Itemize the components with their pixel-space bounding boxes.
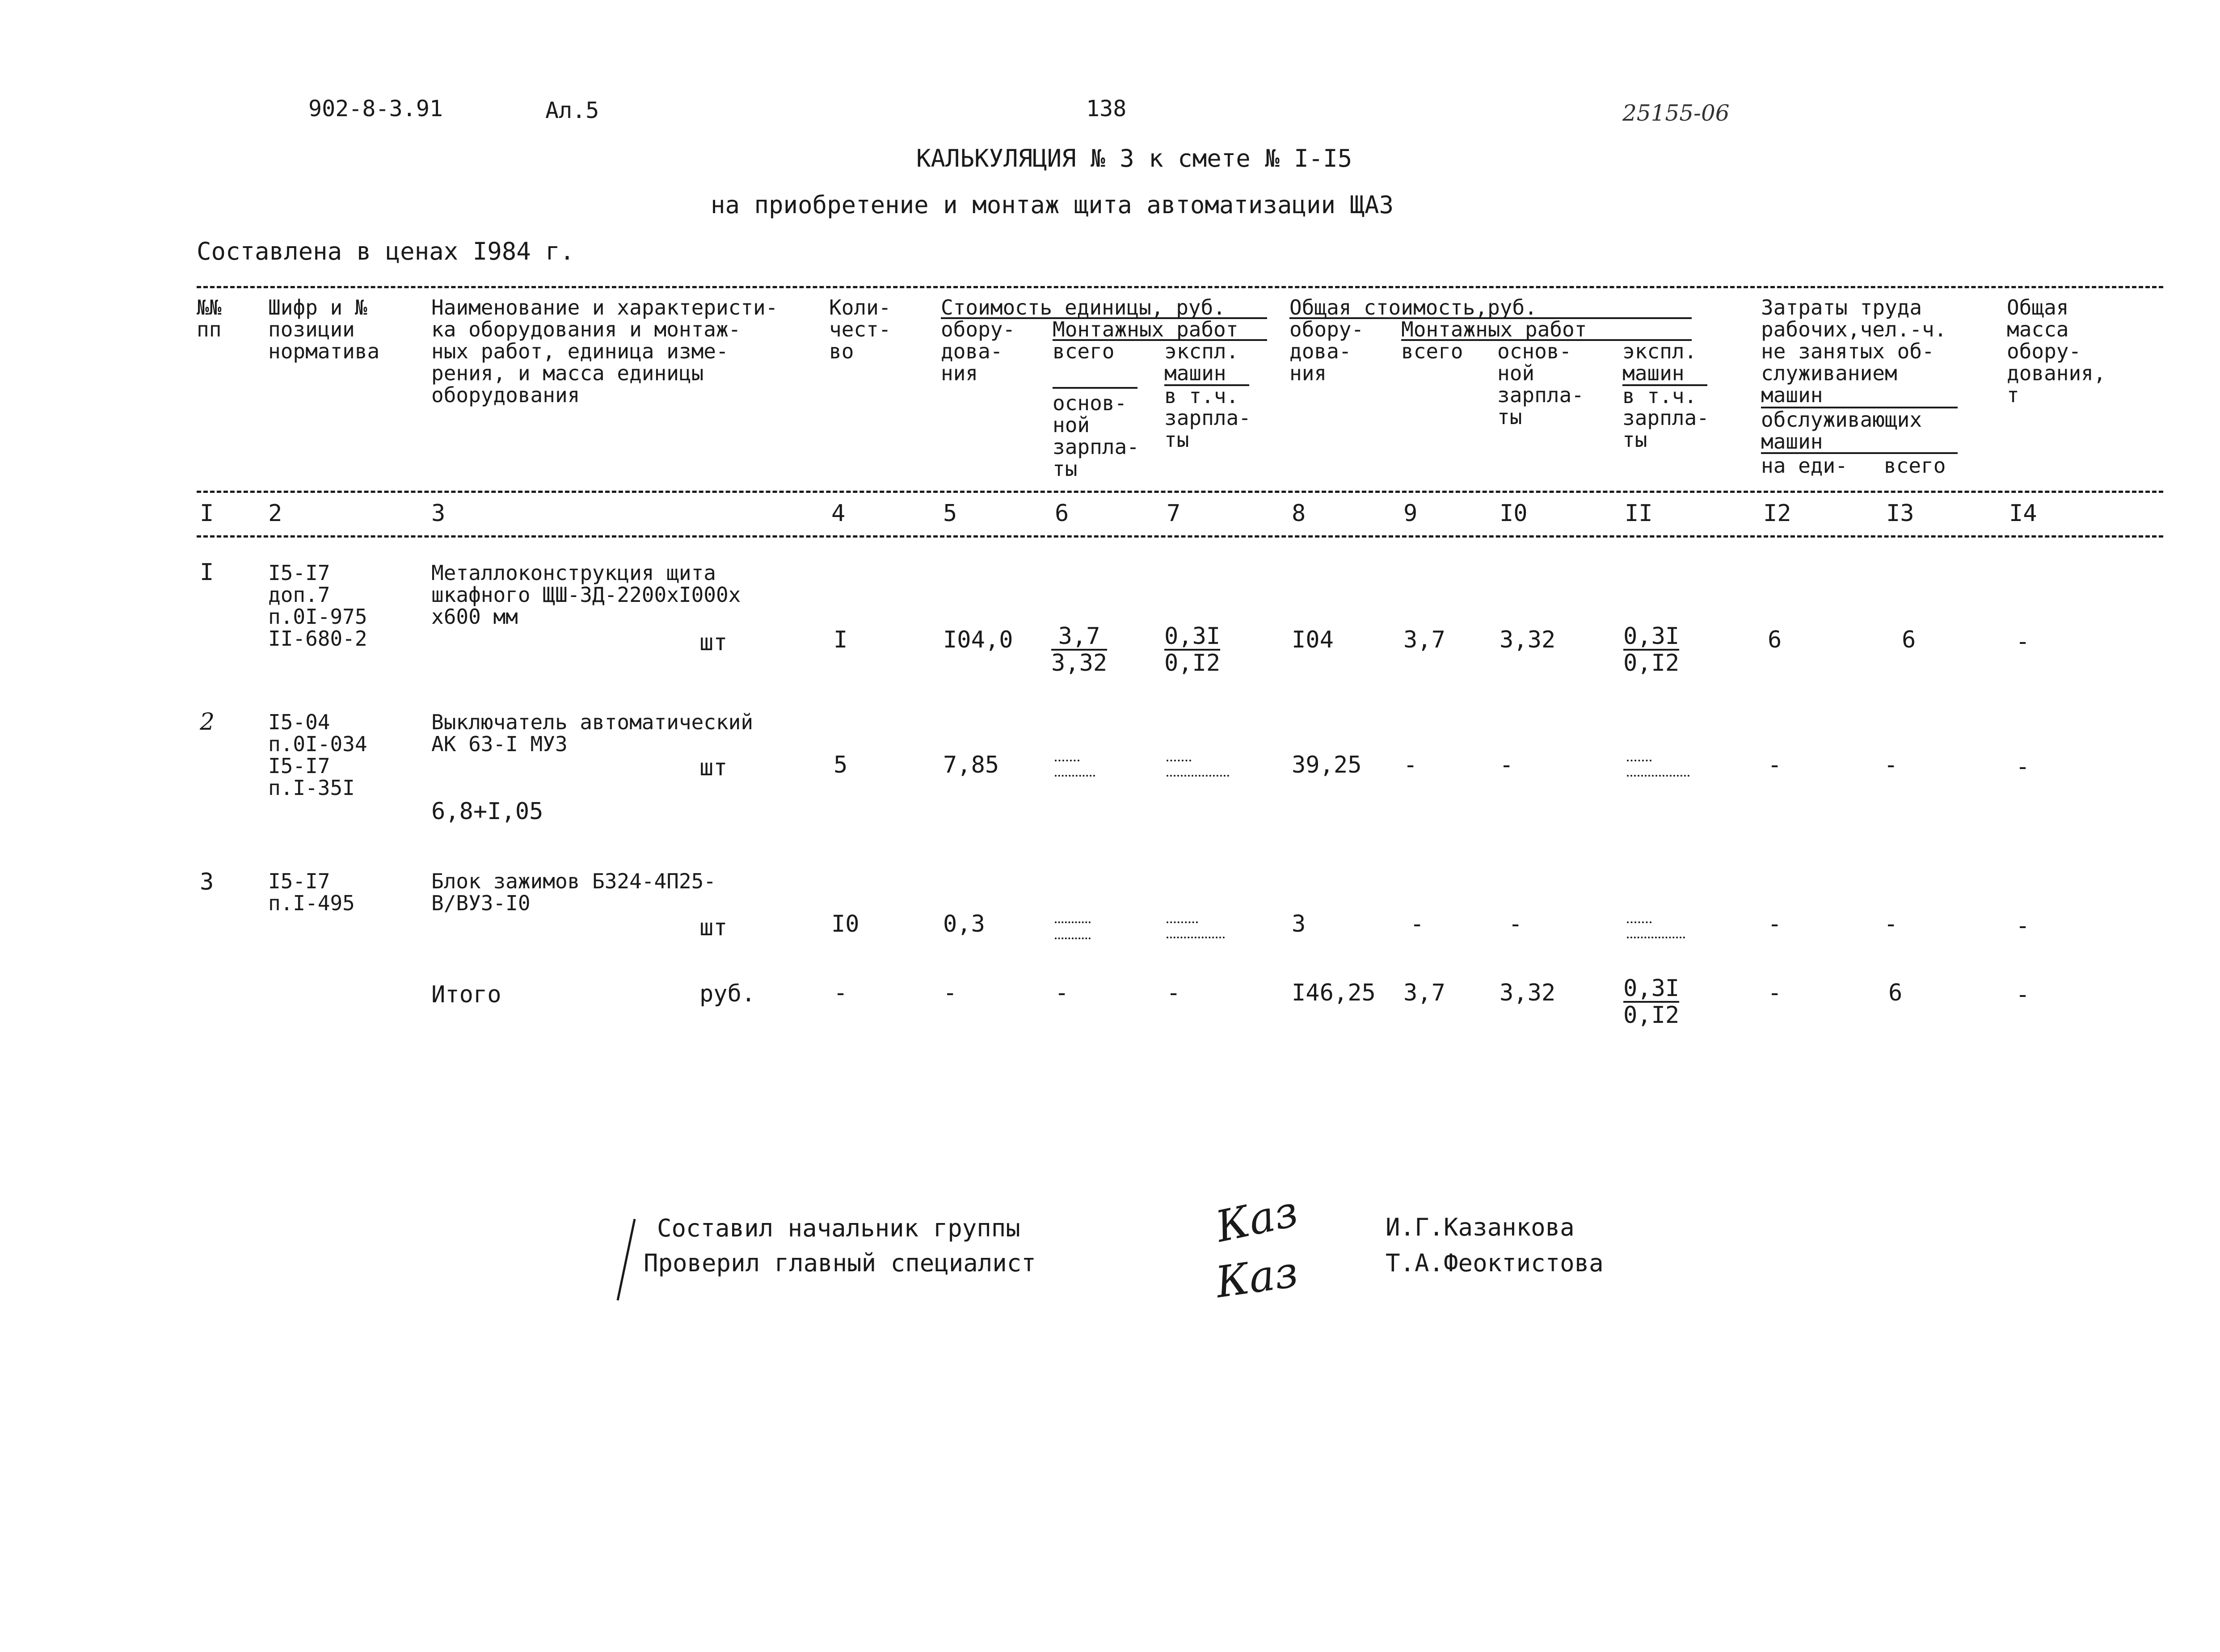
- unit-machines-fraction: [1164, 625, 1220, 675]
- archive-number: 25155-06: [1622, 100, 1730, 126]
- item-name: Выключатель автоматический АК 63-I МУЗ: [431, 710, 754, 756]
- total-equipment-cost: 39,25: [1292, 752, 1362, 778]
- total-equipment-cost: 3: [1292, 911, 1306, 937]
- total-mounting: 3,7: [1403, 626, 1445, 653]
- norm-code: I5-I7 п.I-495: [268, 869, 355, 915]
- total-base-wage: -: [1508, 911, 1523, 937]
- column-number: I: [200, 500, 214, 527]
- document-subtitle: на приобретение и монтаж щита автоматизации ЩАЗ: [711, 191, 1394, 219]
- total-equipment-cost: I04: [1292, 626, 1334, 653]
- grand-total-machines-cost: 0,3I: [1623, 975, 1680, 1002]
- checked-by-name: Т.А.Феоктистова: [1386, 1249, 1604, 1277]
- header-total-mounting: Монтажных работ: [1401, 317, 1587, 341]
- header-labor-per-unit: на еди-: [1761, 454, 1848, 478]
- header-total-machines-wage: в т.ч. зарпла- ты: [1622, 384, 1709, 452]
- header-unit-base-wage: основ- ной зарпла- ты: [1053, 391, 1139, 481]
- quantity: I: [834, 626, 848, 653]
- total-machines-cost: 0,3I: [1623, 623, 1680, 650]
- grand-total-machines-fraction: [1623, 977, 1679, 1027]
- document-title: КАЛЬКУЛЯЦИЯ № 3 к смете № I-I5: [916, 144, 1352, 172]
- grand-total-labor-per-unit: -: [1768, 979, 1782, 1006]
- album-number: Ал.5: [545, 97, 599, 123]
- signature-initials: Каз: [1211, 1186, 1302, 1252]
- header-total-cost: Общая стоимость,руб.: [1289, 295, 1537, 319]
- unit-machines-wage: 0,I2: [1164, 650, 1221, 677]
- total-base-wage: -: [1500, 752, 1514, 778]
- labor-total: 6: [1902, 626, 1916, 653]
- row-number: 2: [200, 709, 215, 736]
- unit-mounting-empty-mark: [1055, 760, 1079, 761]
- total-unit-equipment: -: [943, 979, 957, 1006]
- grand-total-labor: 6: [1888, 979, 1903, 1006]
- total-mounting: -: [1403, 752, 1418, 778]
- column-number: II: [1625, 500, 1653, 527]
- item-name: Блок зажимов БЗ24-4П25- В/ВУЗ-I0: [431, 869, 716, 915]
- header-unit-total: всего: [1053, 339, 1115, 363]
- labor-per-unit: -: [1768, 911, 1782, 937]
- total-machines-wage: 0,I2: [1623, 650, 1680, 677]
- grand-total-mass: -: [2016, 981, 2030, 1008]
- total-quantity: -: [834, 979, 848, 1006]
- checked-by-role: Проверил главный специалист: [644, 1249, 1036, 1277]
- column-number: I4: [2009, 500, 2037, 527]
- unit-mounting-total: 3,7: [1051, 625, 1107, 651]
- header-mass: Общая масса обору- дования, т: [2007, 295, 2106, 407]
- compiled-by-role: Составил начальник группы: [657, 1214, 1020, 1242]
- unit-machines-empty-mark: [1167, 775, 1229, 777]
- labor-per-unit: -: [1768, 752, 1782, 778]
- total-machines-empty-mark: [1627, 937, 1685, 938]
- unit-machines-empty-mark: [1167, 921, 1198, 923]
- labor-total: -: [1884, 911, 1898, 937]
- column-number: 6: [1055, 500, 1069, 527]
- unit-equipment-cost: 0,3: [943, 911, 985, 937]
- header-total-equipment: обору- дова- ния: [1289, 317, 1364, 385]
- column-number: 9: [1403, 500, 1418, 527]
- column-number: I2: [1763, 500, 1791, 527]
- page-number: 138: [1086, 96, 1127, 122]
- header-labor-service: обслуживающих машин: [1761, 408, 1922, 454]
- grand-total-base-wage: 3,32: [1500, 979, 1556, 1006]
- grand-total-equipment: I46,25: [1292, 979, 1376, 1006]
- norm-code: I5-04 п.0I-034 I5-I7 п.I-35I: [268, 710, 367, 800]
- table-top-rule: [197, 286, 2163, 288]
- column-number: 2: [268, 500, 282, 527]
- total-machines-fraction: [1623, 625, 1679, 675]
- labor-total: -: [1884, 752, 1898, 778]
- header-unit-equipment: обору- дова- ния: [941, 317, 1015, 385]
- header-code: Шифр и № позиции норматива: [268, 295, 380, 363]
- total-label: Итого: [431, 981, 501, 1008]
- header-labor: Затраты труда рабочих,чел.-ч. не занятых об- служиванием машин: [1761, 295, 1947, 407]
- unit-equipment-cost: I04,0: [943, 626, 1013, 653]
- margin-slash: [612, 1215, 639, 1305]
- header-total-machines: экспл. машин: [1622, 339, 1697, 385]
- quantity: 5: [834, 752, 848, 778]
- norm-code: I5-I7 доп.7 п.0I-975 II-680-2: [268, 561, 367, 651]
- total-base-wage: 3,32: [1500, 626, 1556, 653]
- total-unit-mounting: -: [1055, 979, 1069, 1006]
- unit-equipment-cost: 7,85: [943, 752, 999, 778]
- unit: шт: [699, 754, 728, 781]
- header-bottom-rule: [197, 491, 2163, 493]
- unit-mounting-empty-mark: [1055, 937, 1091, 939]
- header-total-total: всего: [1401, 339, 1463, 363]
- column-number: 8: [1292, 500, 1306, 527]
- mass: -: [2016, 628, 2030, 655]
- header-name: Наименование и характеристи- ка оборудования и монтаж- ных работ, единица изме- рения, и масса единицы оборудования: [431, 295, 778, 407]
- unit-mounting-base-wage: 3,32: [1051, 650, 1108, 677]
- header-unit-cost: Стоимость единицы, руб.: [941, 295, 1226, 319]
- header-row-number: №№ пп: [197, 295, 222, 341]
- column-number: I3: [1886, 500, 1914, 527]
- column-number: I0: [1500, 500, 1528, 527]
- unit-machines-empty-mark: [1167, 760, 1191, 761]
- header-unit-machines: экспл. машин: [1164, 339, 1239, 385]
- column-number: 4: [831, 500, 846, 527]
- compiled-by-name: И.Г.Казанкова: [1386, 1213, 1575, 1241]
- total-unit: руб.: [699, 980, 756, 1007]
- row-number: I: [200, 559, 214, 586]
- unit: шт: [699, 914, 728, 941]
- unit-machines-cost: 0,3I: [1164, 623, 1221, 650]
- mass: -: [2016, 753, 2030, 780]
- total-machines-empty-mark: [1627, 760, 1651, 761]
- header-total-base-wage: основ- ной зарпла- ты: [1497, 339, 1584, 429]
- header-quantity: Коли- чест- во: [829, 295, 891, 363]
- mass-note: 6,8+I,05: [431, 798, 543, 825]
- item-name: Металлоконструкция щита шкафного ЩШ-3Д-2200хI000х х600 мм: [431, 561, 741, 629]
- header-labor-total: всего: [1884, 454, 1946, 478]
- column-number: 7: [1167, 500, 1181, 527]
- total-machines-empty-mark: [1627, 921, 1651, 923]
- grand-total-mounting: 3,7: [1403, 979, 1445, 1006]
- quantity: I0: [831, 911, 859, 937]
- column-number: 5: [943, 500, 957, 527]
- mass: -: [2016, 912, 2030, 939]
- unit-mounting-empty-mark: [1055, 921, 1091, 923]
- unit-machines-empty-mark: [1167, 937, 1225, 938]
- labor-per-unit: 6: [1768, 626, 1782, 653]
- unit-mounting-empty-mark: [1055, 775, 1095, 777]
- unit-mounting-fraction: [1051, 625, 1107, 675]
- unit-total-fraction-rule: [1053, 387, 1137, 389]
- unit: шт: [699, 629, 728, 656]
- column-number: 3: [431, 500, 446, 527]
- column-numbers-rule: [197, 535, 2163, 538]
- price-basis: Составлена в ценах I984 г.: [197, 237, 575, 265]
- header-unit-mounting: Монтажных работ: [1053, 317, 1238, 341]
- total-mounting: -: [1410, 911, 1424, 937]
- header-unit-machines-wage: в т.ч. зарпла- ты: [1164, 384, 1251, 452]
- signature-initials: Каз: [1213, 1246, 1301, 1308]
- project-code: 902-8-3.91: [308, 96, 443, 122]
- total-machines-empty-mark: [1627, 775, 1689, 777]
- total-unit-machines: -: [1167, 979, 1181, 1006]
- row-number: 3: [200, 869, 214, 895]
- grand-total-machines-wage: 0,I2: [1623, 1002, 1680, 1029]
